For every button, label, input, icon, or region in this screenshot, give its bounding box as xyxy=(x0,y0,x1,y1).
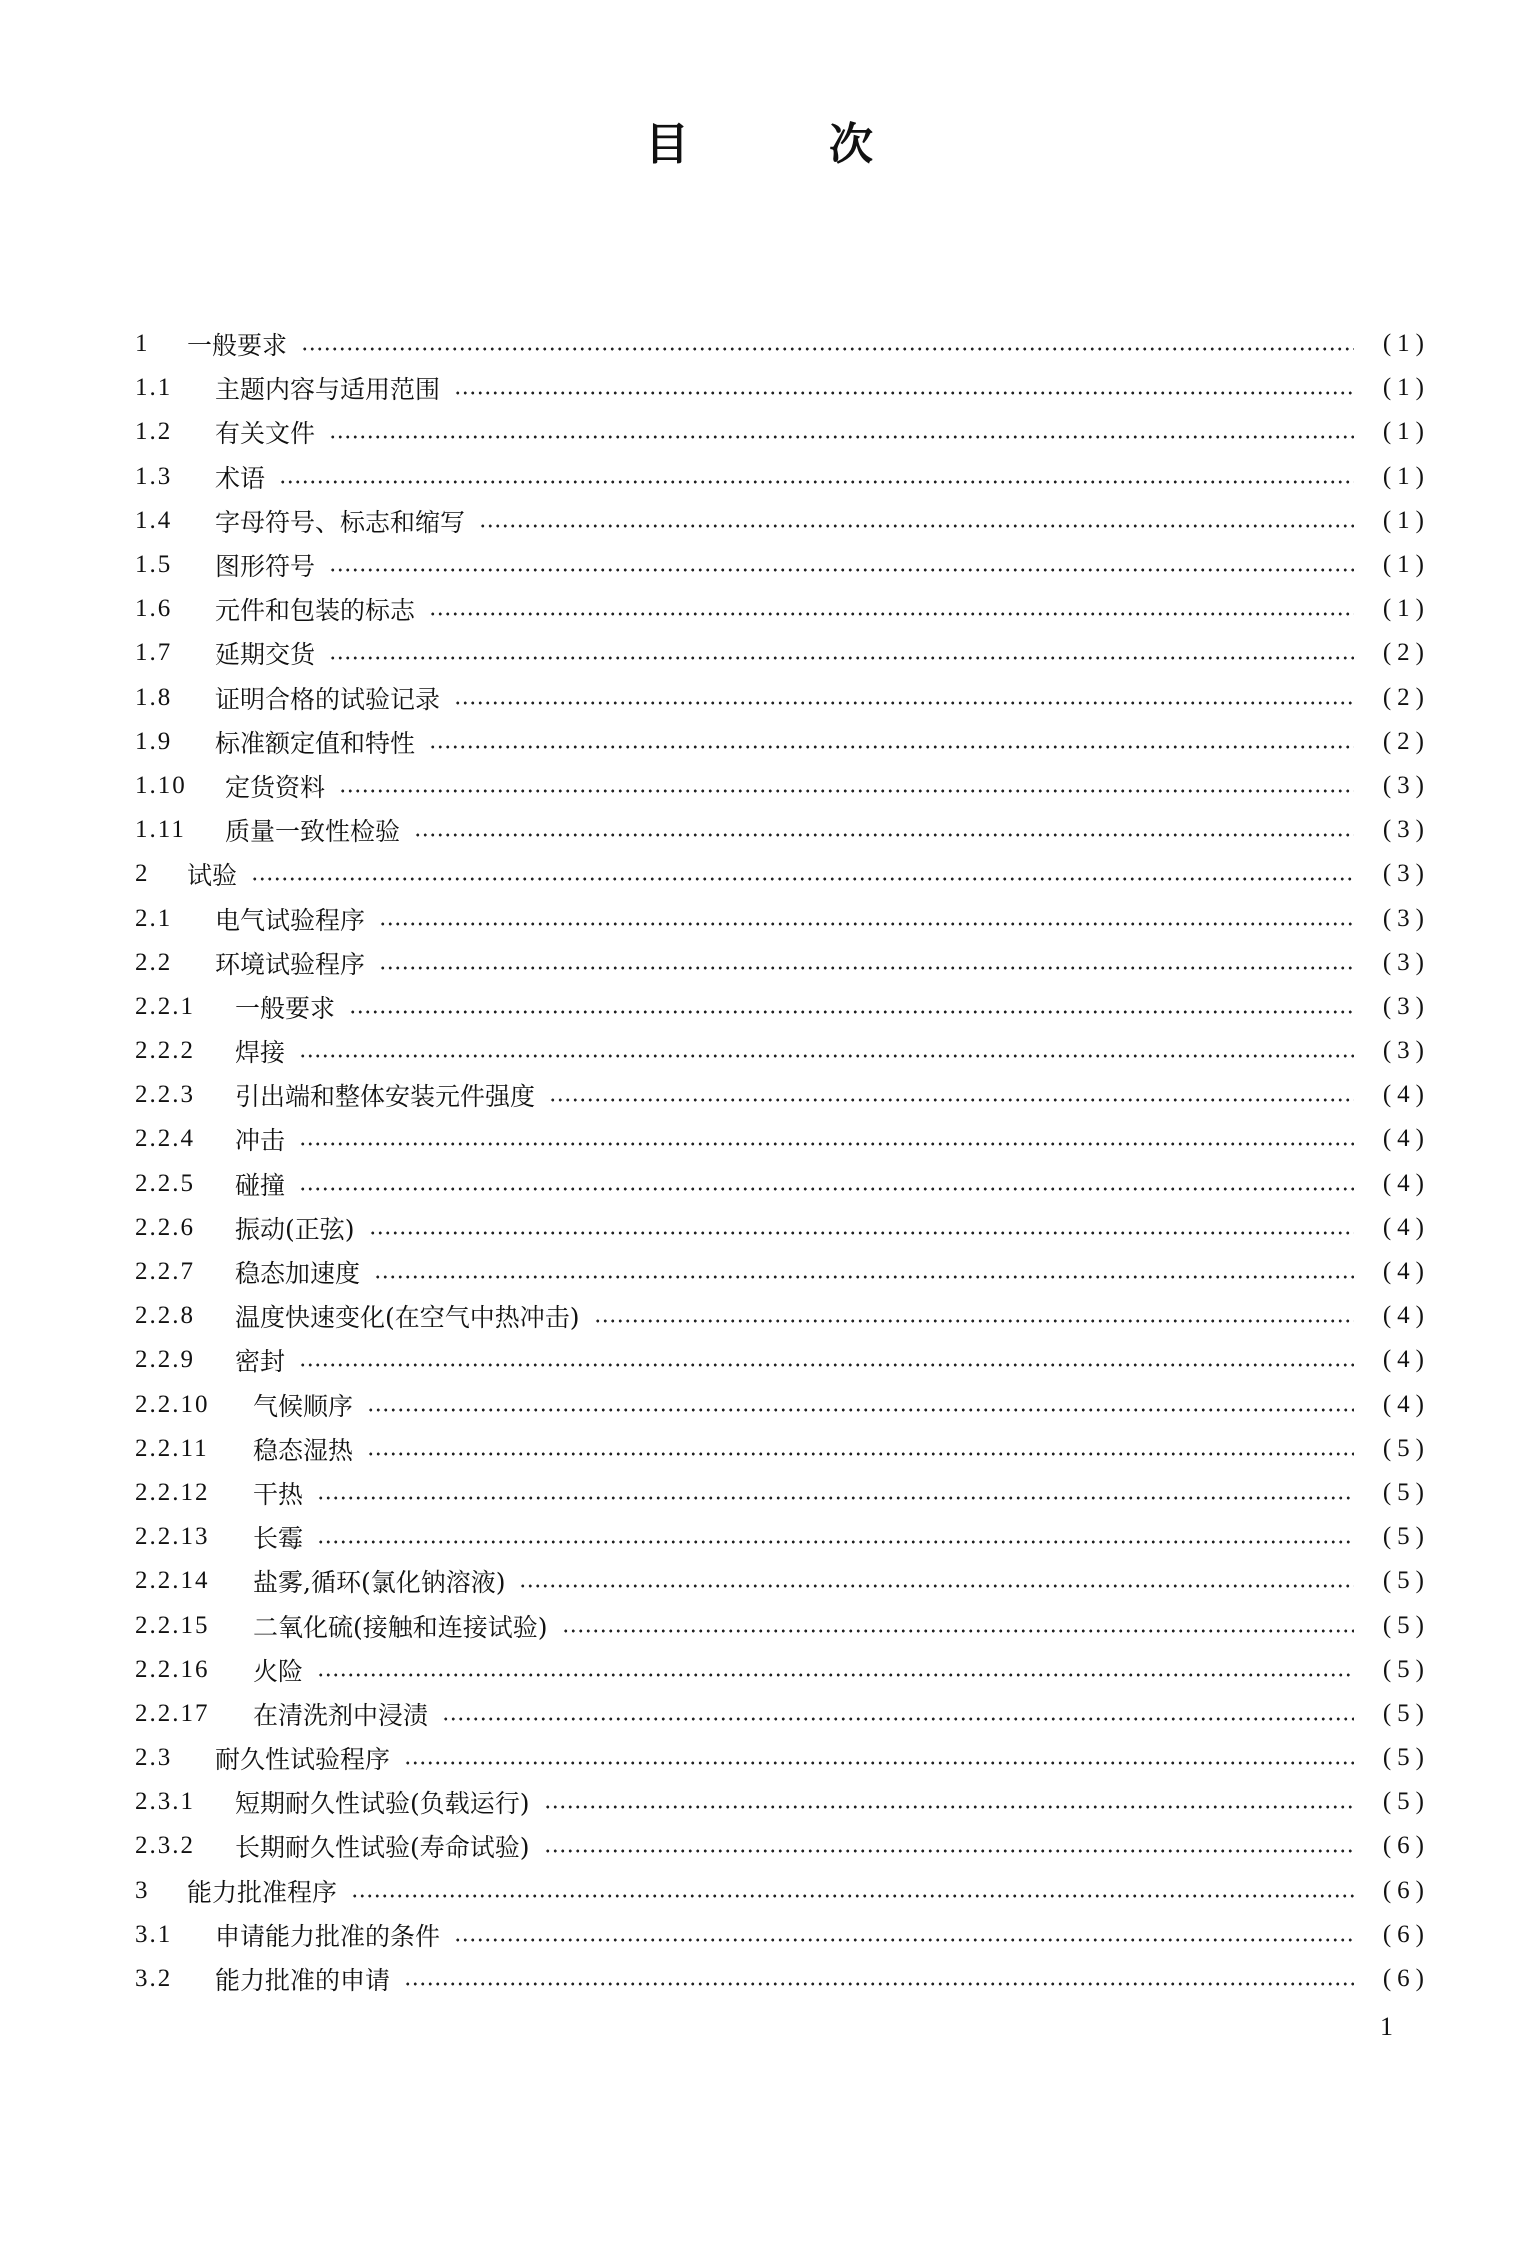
toc-entry-page: (3) xyxy=(1382,860,1430,888)
toc-entry[interactable] xyxy=(135,1250,1430,1294)
toc-entry-number: 2.2.6 xyxy=(135,1213,195,1241)
toc-entry-title: 长期耐久性试验(寿命试验) xyxy=(235,1833,530,1863)
toc-entry-title: 能力批准的申请 xyxy=(215,1966,391,1996)
dot-leader xyxy=(301,347,1354,351)
dot-leader xyxy=(369,1231,1354,1235)
toc-entry-page: (6) xyxy=(1382,1876,1430,1904)
toc-entry-title: 标准额定值和特性 xyxy=(215,728,416,758)
toc-entry-number: 2.2 xyxy=(135,948,173,976)
toc-entry[interactable] xyxy=(135,1117,1430,1161)
toc-entry-page: (6) xyxy=(1382,1920,1430,1948)
toc-entry-title: 焊接 xyxy=(235,1038,286,1068)
dot-leader xyxy=(454,391,1354,395)
toc-entry-number: 2.2.16 xyxy=(135,1655,210,1683)
toc-entry[interactable] xyxy=(135,1427,1430,1471)
toc-entry[interactable] xyxy=(135,896,1430,940)
toc-entry-number: 2.2.17 xyxy=(135,1699,210,1727)
dot-leader xyxy=(329,435,1354,439)
toc-entry[interactable] xyxy=(135,587,1430,631)
dot-leader xyxy=(562,1629,1354,1633)
toc-entry-page: (5) xyxy=(1382,1744,1430,1772)
toc-entry-page: (5) xyxy=(1382,1611,1430,1639)
toc-entry[interactable] xyxy=(135,1029,1430,1073)
toc-entry-number: 1.3 xyxy=(135,462,173,490)
toc-entry-number: 2.2.7 xyxy=(135,1258,195,1286)
toc-entry-number: 1.6 xyxy=(135,595,173,623)
toc-entry-number: 2.2.1 xyxy=(135,992,195,1020)
toc-entry-number: 2.2.8 xyxy=(135,1302,195,1330)
toc-entry-title: 证明合格的试验记录 xyxy=(215,684,441,714)
toc-entry[interactable] xyxy=(135,1073,1430,1117)
toc-entry-title: 温度快速变化(在空气中热冲击) xyxy=(235,1303,580,1333)
toc-entry-title: 一般要求 xyxy=(187,331,288,361)
dot-leader xyxy=(454,701,1354,705)
toc-entry-number: 2.3 xyxy=(135,1744,173,1772)
toc-entry[interactable] xyxy=(135,1824,1430,1868)
toc-entry-title: 元件和包装的标志 xyxy=(215,596,416,626)
toc-entry-number: 1 xyxy=(135,330,150,358)
toc-entry[interactable] xyxy=(135,1206,1430,1250)
toc-entry-title: 盐雾,循环(氯化钠溶液) xyxy=(253,1568,506,1598)
toc-entry-number: 2.2.15 xyxy=(135,1611,210,1639)
toc-entry-number: 1.1 xyxy=(135,374,173,402)
toc-entry-title: 电气试验程序 xyxy=(215,905,366,935)
dot-leader xyxy=(251,877,1354,881)
toc-entry[interactable] xyxy=(135,808,1430,852)
toc-entry[interactable] xyxy=(135,1957,1430,2001)
toc-entry-page: (4) xyxy=(1382,1169,1430,1197)
toc-entry-number: 2.1 xyxy=(135,904,173,932)
dot-leader xyxy=(329,656,1354,660)
dot-leader xyxy=(544,1805,1354,1809)
dot-leader xyxy=(544,1849,1354,1853)
dot-leader xyxy=(519,1584,1354,1588)
dot-leader xyxy=(374,1275,1354,1279)
toc-entry[interactable] xyxy=(135,1471,1430,1515)
toc-entry-number: 2.2.14 xyxy=(135,1567,210,1595)
toc-entry-number: 2.2.10 xyxy=(135,1390,210,1418)
dot-leader xyxy=(594,1319,1354,1323)
dot-leader xyxy=(479,524,1354,528)
toc-entry[interactable] xyxy=(135,455,1430,499)
toc-entry-number: 2 xyxy=(135,860,150,888)
dot-leader xyxy=(367,1452,1354,1456)
toc-entry-title: 环境试验程序 xyxy=(215,949,366,979)
toc-entry[interactable] xyxy=(135,1162,1430,1206)
toc-entry-title: 稳态湿热 xyxy=(253,1435,354,1465)
dot-leader xyxy=(299,1187,1354,1191)
dot-leader xyxy=(351,1894,1354,1898)
dot-leader xyxy=(442,1717,1354,1721)
dot-leader xyxy=(299,1054,1354,1058)
toc-entry-title: 引出端和整体安装元件强度 xyxy=(235,1082,536,1112)
dot-leader xyxy=(549,1098,1354,1102)
toc-entry-page: (3) xyxy=(1382,1037,1430,1065)
dot-leader xyxy=(317,1496,1354,1500)
toc-entry-number: 2.2.4 xyxy=(135,1125,195,1153)
dot-leader xyxy=(279,480,1354,484)
toc-entry-number: 2.2.11 xyxy=(135,1434,209,1462)
toc-entry-page: (1) xyxy=(1382,595,1430,623)
toc-entry-page: (6) xyxy=(1382,1832,1430,1860)
toc-entry-title: 质量一致性检验 xyxy=(225,817,401,847)
toc-entry[interactable] xyxy=(135,1736,1430,1780)
toc-entry-title: 申请能力批准的条件 xyxy=(215,1921,441,1951)
toc-entry-title: 有关文件 xyxy=(215,419,316,449)
toc-entry-number: 1.2 xyxy=(135,418,173,446)
toc-entry-title: 稳态加速度 xyxy=(235,1259,361,1289)
toc-entry[interactable] xyxy=(135,941,1430,985)
page-number: 1 xyxy=(1380,2012,1393,2041)
toc-entry-page: (2) xyxy=(1382,683,1430,711)
toc-entry-page: (5) xyxy=(1382,1434,1430,1462)
toc-entry[interactable] xyxy=(135,410,1430,454)
toc-entry[interactable] xyxy=(135,985,1430,1029)
toc-entry-page: (1) xyxy=(1382,330,1430,358)
dot-leader xyxy=(299,1363,1354,1367)
toc-entry[interactable] xyxy=(135,322,1430,366)
toc-entry-title: 主题内容与适用范围 xyxy=(215,375,441,405)
toc-entry[interactable] xyxy=(135,1869,1430,1913)
toc-entry-number: 1.11 xyxy=(135,816,186,844)
toc-entry-page: (4) xyxy=(1382,1346,1430,1374)
toc-entry-title: 碰撞 xyxy=(235,1170,286,1200)
title-char-1: 目 xyxy=(645,119,689,170)
dot-leader xyxy=(404,1982,1354,1986)
toc-entry-title: 长霉 xyxy=(253,1524,304,1554)
toc-entry-page: (4) xyxy=(1382,1213,1430,1241)
dot-leader xyxy=(454,1938,1354,1942)
dot-leader xyxy=(404,1761,1354,1765)
toc-entry[interactable] xyxy=(135,1338,1430,1382)
toc-entry-title: 干热 xyxy=(253,1479,304,1509)
toc-entry-title: 术语 xyxy=(215,463,266,493)
toc-entry-page: (5) xyxy=(1382,1567,1430,1595)
toc-entry-number: 2.2.13 xyxy=(135,1523,210,1551)
toc-entry-number: 1.4 xyxy=(135,506,173,534)
dot-leader xyxy=(299,1142,1354,1146)
dot-leader xyxy=(317,1673,1354,1677)
toc-entry-page: (3) xyxy=(1382,816,1430,844)
dot-leader xyxy=(349,1010,1354,1014)
toc-entry-number: 1.7 xyxy=(135,639,173,667)
toc-entry-number: 2.2.9 xyxy=(135,1346,195,1374)
toc-entry[interactable] xyxy=(135,1515,1430,1559)
toc-entry-page: (5) xyxy=(1382,1788,1430,1816)
toc-entry-title: 延期交货 xyxy=(215,640,316,670)
toc-entry-title: 耐久性试验程序 xyxy=(215,1745,391,1775)
toc-entry[interactable] xyxy=(135,720,1430,764)
toc-entry[interactable] xyxy=(135,1913,1430,1957)
toc-entry-title: 字母符号、标志和缩写 xyxy=(215,507,466,537)
toc-entry[interactable] xyxy=(135,1780,1430,1824)
dot-leader xyxy=(367,1408,1354,1412)
toc-entry-title: 密封 xyxy=(235,1347,286,1377)
toc-entry-number: 2.2.12 xyxy=(135,1478,210,1506)
toc-entry-number: 1.10 xyxy=(135,771,187,799)
dot-leader xyxy=(429,745,1354,749)
toc-entry-page: (5) xyxy=(1382,1655,1430,1683)
dot-leader xyxy=(329,568,1354,572)
toc-entry-number: 1.5 xyxy=(135,551,173,579)
toc-entry[interactable] xyxy=(135,764,1430,808)
toc-entry-page: (2) xyxy=(1382,639,1430,667)
toc-entry-title: 一般要求 xyxy=(235,993,336,1023)
table-of-contents xyxy=(135,322,1430,2001)
toc-entry-page: (4) xyxy=(1382,1125,1430,1153)
toc-entry[interactable] xyxy=(135,499,1430,543)
toc-entry-number: 2.3.1 xyxy=(135,1788,195,1816)
toc-entry-page: (5) xyxy=(1382,1478,1430,1506)
toc-entry-page: (4) xyxy=(1382,1390,1430,1418)
toc-entry[interactable] xyxy=(135,852,1430,896)
toc-entry-number: 2.2.5 xyxy=(135,1169,195,1197)
dot-leader xyxy=(414,833,1354,837)
toc-entry-page: (1) xyxy=(1382,418,1430,446)
title-char-2: 次 xyxy=(829,119,873,170)
toc-entry-page: (6) xyxy=(1382,1965,1430,1993)
toc-entry-page: (3) xyxy=(1382,904,1430,932)
toc-entry-page: (1) xyxy=(1382,374,1430,402)
toc-entry-title: 二氧化硫(接触和连接试验) xyxy=(253,1612,548,1642)
toc-entry-page: (4) xyxy=(1382,1081,1430,1109)
toc-entry-title: 火险 xyxy=(253,1656,304,1686)
toc-entry-page: (3) xyxy=(1382,771,1430,799)
toc-entry[interactable] xyxy=(135,1559,1430,1603)
toc-entry-page: (4) xyxy=(1382,1258,1430,1286)
toc-entry-number: 1.8 xyxy=(135,683,173,711)
toc-entry-title: 图形符号 xyxy=(215,552,316,582)
dot-leader xyxy=(379,922,1354,926)
toc-entry[interactable] xyxy=(135,1648,1430,1692)
toc-entry-title: 在清洗剂中浸渍 xyxy=(253,1700,429,1730)
toc-entry-title: 冲击 xyxy=(235,1126,286,1156)
toc-entry-number: 3.1 xyxy=(135,1920,173,1948)
toc-entry[interactable] xyxy=(135,1383,1430,1427)
dot-leader xyxy=(429,612,1354,616)
toc-entry-title: 试验 xyxy=(187,861,238,891)
toc-entry-page: (1) xyxy=(1382,551,1430,579)
toc-entry-number: 3.2 xyxy=(135,1965,173,1993)
toc-entry-page: (3) xyxy=(1382,992,1430,1020)
toc-entry-page: (5) xyxy=(1382,1699,1430,1727)
toc-entry-number: 2.2.3 xyxy=(135,1081,195,1109)
dot-leader xyxy=(379,966,1354,970)
toc-entry[interactable] xyxy=(135,1294,1430,1338)
toc-entry-page: (1) xyxy=(1382,506,1430,534)
toc-entry[interactable] xyxy=(135,1692,1430,1736)
toc-entry-title: 振动(正弦) xyxy=(235,1214,355,1244)
toc-entry[interactable] xyxy=(135,676,1430,720)
toc-entry-page: (5) xyxy=(1382,1523,1430,1551)
toc-entry-title: 短期耐久性试验(负载运行) xyxy=(235,1789,530,1819)
toc-entry[interactable] xyxy=(135,543,1430,587)
toc-entry-number: 2.2.2 xyxy=(135,1037,195,1065)
toc-entry-title: 定货资料 xyxy=(225,772,326,802)
toc-entry[interactable] xyxy=(135,366,1430,410)
toc-entry-page: (2) xyxy=(1382,727,1430,755)
dot-leader xyxy=(339,789,1354,793)
toc-entry-title: 气候顺序 xyxy=(253,1391,354,1421)
toc-entry-page: (3) xyxy=(1382,948,1430,976)
toc-entry-page: (4) xyxy=(1382,1302,1430,1330)
page-title xyxy=(0,108,1518,172)
toc-entry-title: 能力批准程序 xyxy=(187,1877,338,1907)
toc-entry[interactable] xyxy=(135,1603,1430,1647)
dot-leader xyxy=(317,1540,1354,1544)
toc-entry-number: 3 xyxy=(135,1876,150,1904)
toc-entry[interactable] xyxy=(135,631,1430,675)
toc-entry-number: 1.9 xyxy=(135,727,173,755)
toc-entry-page: (1) xyxy=(1382,462,1430,490)
toc-entry-number: 2.3.2 xyxy=(135,1832,195,1860)
